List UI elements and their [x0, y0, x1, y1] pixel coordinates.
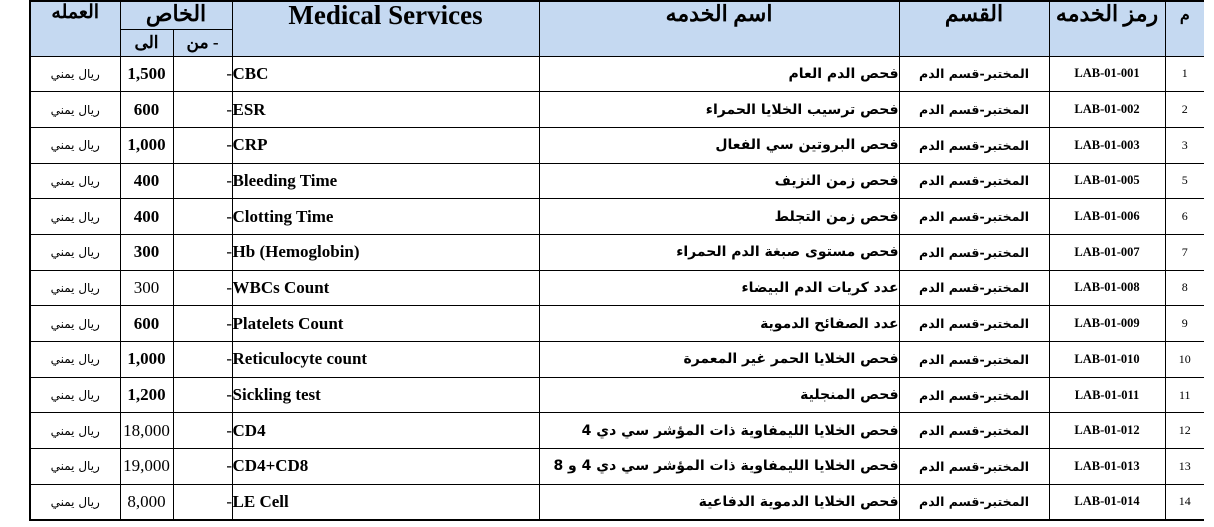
- row-number-cell: 11: [1165, 377, 1205, 413]
- department-cell: المختبر-قسم الدم: [899, 449, 1049, 485]
- department-cell: المختبر-قسم الدم: [899, 270, 1049, 306]
- service-code-cell: LAB-01-010: [1049, 342, 1165, 378]
- price-dash-cell: -: [173, 92, 232, 128]
- service-arabic-cell: فحص زمن التجلط: [539, 199, 899, 235]
- service-code-cell: LAB-01-007: [1049, 234, 1165, 270]
- service-english-cell: Platelets Count: [232, 306, 539, 342]
- service-english-cell: LE Cell: [232, 484, 539, 520]
- service-english-cell: WBCs Count: [232, 270, 539, 306]
- service-code-cell: LAB-01-008: [1049, 270, 1165, 306]
- price-dash-cell: -: [173, 342, 232, 378]
- left-margin: [0, 0, 29, 527]
- row-number-cell: 14: [1165, 484, 1205, 520]
- service-code-cell: LAB-01-002: [1049, 92, 1165, 128]
- currency-cell: ريال يمني: [30, 92, 120, 128]
- service-english-cell: CRP: [232, 127, 539, 163]
- price-dash-cell: -: [173, 413, 232, 449]
- service-arabic-cell: فحص مستوى صبغة الدم الحمراء: [539, 234, 899, 270]
- price-max-cell: 400: [120, 199, 173, 235]
- service-arabic-cell: عدد كريات الدم البيضاء: [539, 270, 899, 306]
- currency-cell: ريال يمني: [30, 449, 120, 485]
- department-cell: المختبر-قسم الدم: [899, 484, 1049, 520]
- service-arabic-cell: فحص الخلايا الدموية الدفاعية: [539, 484, 899, 520]
- header-service-code: رمز الخدمه: [1049, 1, 1165, 56]
- table-row: [30, 92, 1205, 128]
- department-cell: المختبر-قسم الدم: [899, 377, 1049, 413]
- currency-cell: ريال يمني: [30, 56, 120, 92]
- table-row: [30, 413, 1205, 449]
- row-number-cell: 6: [1165, 199, 1205, 235]
- price-dash-cell: -: [173, 449, 232, 485]
- price-dash-cell: -: [173, 163, 232, 199]
- price-dash-cell: -: [173, 234, 232, 270]
- header-medical-services: Medical Services: [232, 1, 539, 56]
- currency-cell: ريال يمني: [30, 199, 120, 235]
- price-max-cell: 300: [120, 234, 173, 270]
- service-english-cell: Clotting Time: [232, 199, 539, 235]
- currency-cell: ريال يمني: [30, 234, 120, 270]
- header-from-to: من -: [173, 29, 232, 56]
- header-to: الى: [120, 29, 173, 56]
- right-margin: [1204, 0, 1214, 527]
- price-dash-cell: -: [173, 306, 232, 342]
- row-number-cell: 1: [1165, 56, 1205, 92]
- service-code-cell: LAB-01-012: [1049, 413, 1165, 449]
- department-cell: المختبر-قسم الدم: [899, 199, 1049, 235]
- service-code-cell: LAB-01-005: [1049, 163, 1165, 199]
- price-max-cell: 1,000: [120, 127, 173, 163]
- row-number-cell: 10: [1165, 342, 1205, 378]
- table-row: [30, 306, 1205, 342]
- currency-cell: ريال يمني: [30, 377, 120, 413]
- header-service-name: اسم الخدمه: [539, 1, 899, 56]
- department-cell: المختبر-قسم الدم: [899, 413, 1049, 449]
- service-english-cell: Hb (Hemoglobin): [232, 234, 539, 270]
- service-code-cell: LAB-01-013: [1049, 449, 1165, 485]
- table-row: [30, 484, 1205, 520]
- row-number-cell: 9: [1165, 306, 1205, 342]
- table-row: [30, 56, 1205, 92]
- service-arabic-cell: فحص الدم العام: [539, 56, 899, 92]
- header-number: م: [1165, 1, 1205, 56]
- price-dash-cell: -: [173, 199, 232, 235]
- price-max-cell: 19,000: [120, 449, 173, 485]
- department-cell: المختبر-قسم الدم: [899, 92, 1049, 128]
- price-dash-cell: -: [173, 56, 232, 92]
- service-arabic-cell: فحص الخلايا الليمفاوية ذات المؤشر سي دي 4: [539, 413, 899, 449]
- service-code-cell: LAB-01-014: [1049, 484, 1165, 520]
- table-row: [30, 342, 1205, 378]
- price-max-cell: 1,200: [120, 377, 173, 413]
- services-table: [29, 0, 1206, 521]
- row-number-cell: 2: [1165, 92, 1205, 128]
- price-max-cell: 18,000: [120, 413, 173, 449]
- price-dash-cell: -: [173, 484, 232, 520]
- price-max-cell: 400: [120, 163, 173, 199]
- row-number-cell: 8: [1165, 270, 1205, 306]
- row-number-cell: 13: [1165, 449, 1205, 485]
- currency-cell: ريال يمني: [30, 413, 120, 449]
- table-row: [30, 127, 1205, 163]
- price-dash-cell: -: [173, 127, 232, 163]
- price-max-cell: 1,000: [120, 342, 173, 378]
- department-cell: المختبر-قسم الدم: [899, 234, 1049, 270]
- department-cell: المختبر-قسم الدم: [899, 163, 1049, 199]
- currency-cell: ريال يمني: [30, 270, 120, 306]
- row-number-cell: 12: [1165, 413, 1205, 449]
- price-max-cell: 1,500: [120, 56, 173, 92]
- service-english-cell: CD4+CD8: [232, 449, 539, 485]
- price-dash-cell: -: [173, 377, 232, 413]
- price-max-cell: 600: [120, 306, 173, 342]
- department-cell: المختبر-قسم الدم: [899, 342, 1049, 378]
- service-english-cell: CD4: [232, 413, 539, 449]
- department-cell: المختبر-قسم الدم: [899, 306, 1049, 342]
- department-cell: المختبر-قسم الدم: [899, 127, 1049, 163]
- price-max-cell: 600: [120, 92, 173, 128]
- service-arabic-cell: فحص المنجلية: [539, 377, 899, 413]
- table-row: [30, 377, 1205, 413]
- row-number-cell: 5: [1165, 163, 1205, 199]
- row-number-cell: 3: [1165, 127, 1205, 163]
- department-cell: المختبر-قسم الدم: [899, 56, 1049, 92]
- table-row: [30, 199, 1205, 235]
- price-max-cell: 8,000: [120, 484, 173, 520]
- service-arabic-cell: فحص الخلايا الليمفاوية ذات المؤشر سي دي 4 و 8: [539, 449, 899, 485]
- service-english-cell: ESR: [232, 92, 539, 128]
- currency-cell: ريال يمني: [30, 342, 120, 378]
- row-number-cell: 7: [1165, 234, 1205, 270]
- service-english-cell: Bleeding Time: [232, 163, 539, 199]
- service-english-cell: Reticulocyte count: [232, 342, 539, 378]
- service-arabic-cell: فحص الخلايا الحمر غير المعمرة: [539, 342, 899, 378]
- service-english-cell: Sickling test: [232, 377, 539, 413]
- currency-cell: ريال يمني: [30, 484, 120, 520]
- currency-cell: ريال يمني: [30, 127, 120, 163]
- service-code-cell: LAB-01-009: [1049, 306, 1165, 342]
- price-max-cell: 300: [120, 270, 173, 306]
- currency-cell: ريال يمني: [30, 163, 120, 199]
- header-private: الخاص: [120, 1, 232, 29]
- table-row: [30, 449, 1205, 485]
- service-english-cell: CBC: [232, 56, 539, 92]
- table-row: [30, 163, 1205, 199]
- currency-cell: ريال يمني: [30, 306, 120, 342]
- service-code-cell: LAB-01-001: [1049, 56, 1165, 92]
- service-code-cell: LAB-01-003: [1049, 127, 1165, 163]
- table-row: [30, 234, 1205, 270]
- header-department: القسم: [899, 1, 1049, 56]
- service-arabic-cell: فحص البروتين سي الفعال: [539, 127, 899, 163]
- service-arabic-cell: فحص زمن النزيف: [539, 163, 899, 199]
- price-list-sheet: [29, 0, 1204, 522]
- service-code-cell: LAB-01-011: [1049, 377, 1165, 413]
- service-code-cell: LAB-01-006: [1049, 199, 1165, 235]
- header-currency: العمله: [30, 1, 120, 56]
- table-row: [30, 270, 1205, 306]
- price-dash-cell: -: [173, 270, 232, 306]
- service-arabic-cell: فحص ترسيب الخلايا الحمراء: [539, 92, 899, 128]
- service-arabic-cell: عدد الصفائح الدموية: [539, 306, 899, 342]
